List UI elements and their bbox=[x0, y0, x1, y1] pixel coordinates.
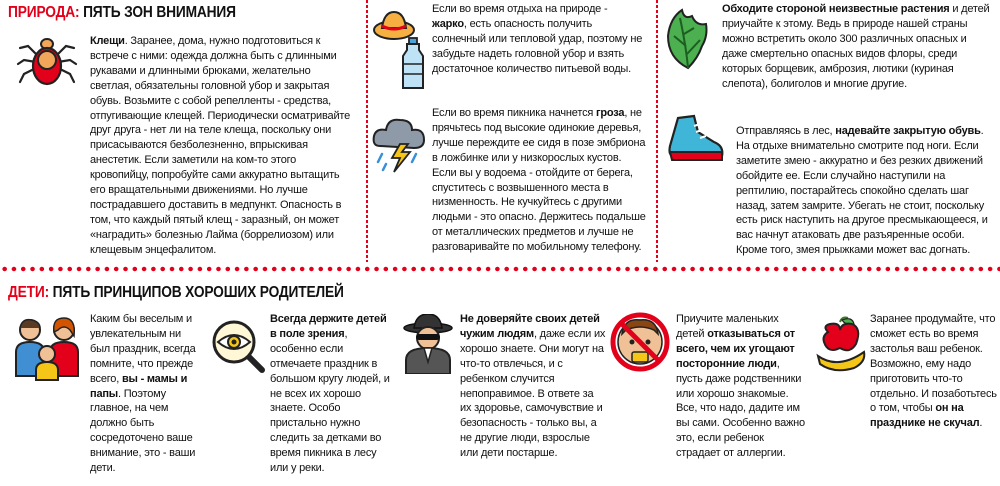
storm-text-post: , не прячьтесь под высокие одинокие деревья, лучше переждите ее сидя в позе эмбриона в ложбинке или у низкорослых кустов. Если вы у водоема - отойдите от берега, спуститесь с возвышенного места в низменность. Не кучкуйтесь с другими людьми - это опасно. Держитесь подальше от металлических предметов и лучше не разговаривайте по мобильному телефону. bbox=[432, 107, 646, 254]
no-candy-icon bbox=[610, 312, 670, 372]
shoes-text-pre: Отправляясь в лес, bbox=[736, 125, 836, 137]
ticks-heading: Клещи bbox=[90, 35, 125, 47]
storm-text-bold: гроза bbox=[595, 107, 625, 119]
eye-magnifier-icon bbox=[210, 318, 266, 374]
refuse-paragraph bbox=[676, 312, 806, 461]
heat-paragraph bbox=[432, 2, 644, 77]
strangers-text-bold: Не доверяйте своих детей чужим людям bbox=[460, 313, 600, 340]
family-icon bbox=[12, 316, 82, 382]
strangers-text-post: , даже если их хорошо знаете. Они могут на что-то отвлечься, и с ребенком случится непоправимое. В ответе за их здоровье, самочувствие и безопасность - только вы, а не другие люди, взрослые или дети постарше. bbox=[460, 327, 606, 460]
tick-icon bbox=[14, 34, 80, 90]
strangers-paragraph bbox=[460, 312, 606, 461]
storm-cloud-icon bbox=[370, 112, 430, 174]
heat-text-post: , есть опасность получить солнечный или тепловой удар, поэтому не забудьте надеть головной убор и взять достаточное количество питьевой воды. bbox=[432, 17, 643, 75]
plants-paragraph bbox=[722, 2, 994, 91]
storm-paragraph bbox=[432, 106, 646, 255]
heat-text-bold: жарко bbox=[432, 17, 464, 30]
section-separator bbox=[0, 266, 1000, 272]
plants-text-bold: Обходите стороной неизвестные растения bbox=[722, 3, 950, 15]
nature-title-text: ПЯТЬ ЗОН ВНИМАНИЯ bbox=[83, 4, 236, 21]
family-text-post: . Поэтому главное, на чем должно быть сосредоточено ваше внимание, это - ваши дети. bbox=[90, 387, 196, 475]
storm-text-pre: Если во время пикника начнется bbox=[432, 107, 596, 119]
kids-title-label: ДЕТИ: bbox=[8, 284, 50, 301]
heat-text-pre: Если во время отдыха на природе - bbox=[432, 3, 608, 15]
nature-section-title bbox=[8, 4, 236, 22]
family-paragraph bbox=[90, 312, 198, 476]
kids-title-text: ПЯТЬ ПРИНЦИПОВ ХОРОШИХ РОДИТЕЛЕЙ bbox=[52, 284, 344, 301]
refuse-text-bold: отказываться от всего, чем их угощают посторонние люди bbox=[676, 327, 795, 370]
ticks-paragraph bbox=[90, 34, 352, 258]
family-text-pre: Каким бы веселым и увлекательным ни был праздник, всегда помните, что прежде всего, bbox=[90, 313, 196, 385]
sneaker-icon bbox=[664, 112, 728, 166]
ticks-text: . Заранее, дома, нужно подготовиться к встрече с ними: одежда должна быть с длинными рукавами и длинными брюками, желательно светлая, обязательны головной убор и закрытая обувь. Возьмите с собой репелленты - средства, отпугивающие клещей. Периодически осматривайте друг друга - нет ли на теле клеща, поскольку они присасываются безболезненно, впрыскивая анестетик. Если заметили на ком-то этого кровопийцу, попробуйте сами аккуратно вытащить его вращательными движениями. Но лучше пострадавшего доставить в медпункт. Опасность в том, что каждый пятый клещ - заразный, он может «наградить» болезнью Лайма (боррелиозом) или клещевым энцефалитом. bbox=[90, 35, 351, 256]
watch-text-post: , особенно если отмечаете праздник в большом кругу людей, и не всех их хорошо знаете. Особо пристально нужно следить за детками во время пикника в лесу или у реки. bbox=[270, 327, 390, 475]
shoes-text-bold: надевайте закрытую обувь bbox=[835, 125, 981, 137]
divider-1 bbox=[366, 0, 368, 262]
plants-text-post: и детей приучайте к этому. Ведь в природе нашей страны можно встретить около 300 различных опасных и даже смертельно опасных видов флоры, среди которых борщевик, амброзия, лютики (куриная слепота), болиголов и многие другие. bbox=[722, 3, 990, 90]
divider-2 bbox=[656, 0, 658, 262]
watch-text-bold: Всегда держите детей в поле зрения bbox=[270, 313, 387, 340]
food-text-post: . bbox=[979, 417, 983, 430]
refuse-text-pre: Приучите маленьких детей bbox=[676, 313, 779, 340]
kids-section-title bbox=[8, 284, 344, 302]
shoes-paragraph bbox=[736, 124, 998, 258]
food-text-bold: он на празднике не скучал bbox=[870, 402, 980, 430]
food-text-pre: Заранее продумайте, что сможет есть во время застолья ваш ребенок. Возможно, ему надо приготовить что-то отдельно. И позаботьтесь о том, чтобы bbox=[870, 313, 997, 415]
nature-title-label: ПРИРОДА: bbox=[8, 4, 80, 21]
shoes-text-post: . На отдыхе внимательно смотрите под ноги. Если заметите змею - аккуратно и без резких движений обойдите ее. Если случайно наступили на рептилию, постарайтесь спокойно сделать шаг назад, затем замрите. Убегать не стоит, поскольку есть риск наступить на другое пресмыкающееся, и вас начнут атаковать две разъяренные особи. Кроме того, змея прыжками может вас догнать. bbox=[736, 125, 988, 257]
refuse-text-post: , пусть даже родственники или хорошо знакомые. Все, что надо, дадите им вы сами. Особенно важно это, если ребенок страдает от аллергии. bbox=[676, 357, 805, 460]
water-bottle-icon bbox=[398, 36, 428, 92]
stranger-icon bbox=[398, 314, 458, 374]
plant-leaf-icon bbox=[662, 6, 714, 72]
family-text-bold: вы - мамы и папы bbox=[90, 372, 188, 400]
food-paragraph bbox=[870, 312, 998, 431]
watch-paragraph bbox=[270, 312, 392, 476]
fruit-icon bbox=[814, 316, 868, 374]
